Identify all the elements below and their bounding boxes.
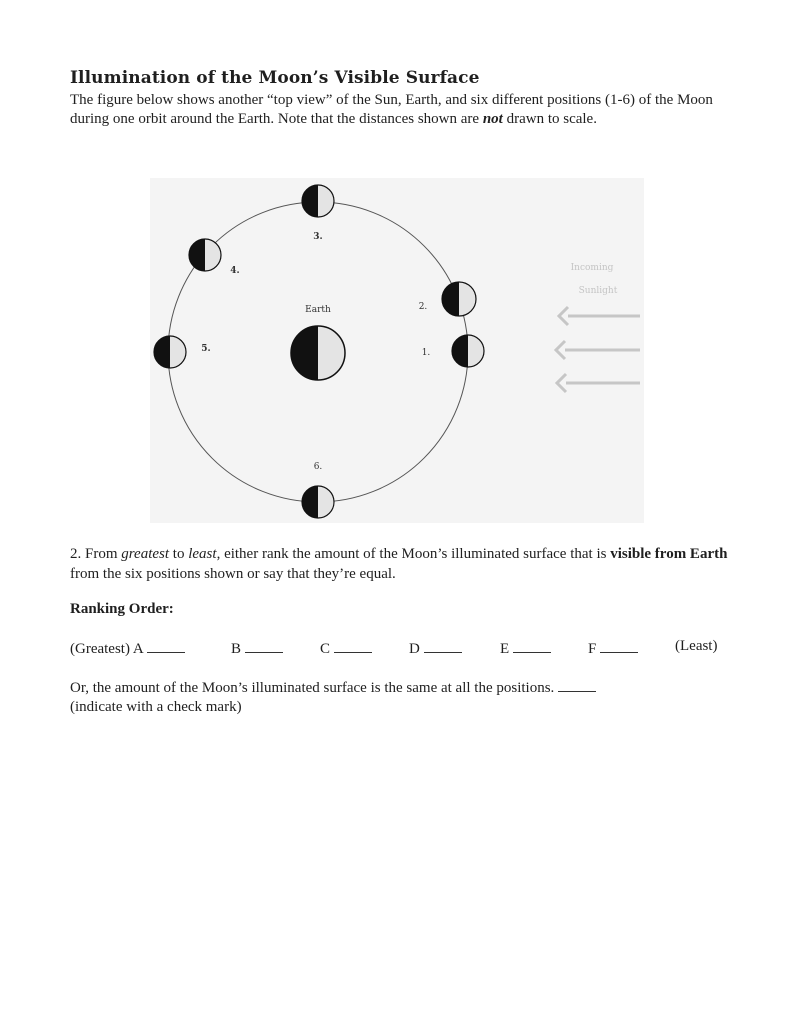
question-text-3: , either rank the amount of the Moon’s illuminated surface that is [216, 546, 611, 562]
sunlight-label-line2: Sunlight [578, 286, 618, 296]
rank-d-label: D [409, 641, 420, 657]
intro-paragraph [70, 91, 730, 128]
ranking-row [70, 638, 722, 658]
ranking-heading: Ranking Order: [70, 601, 174, 617]
rank-f-label: F [588, 641, 597, 657]
question-text-4: from the six positions shown or say that they’re equal. [70, 566, 396, 582]
rank-e-blank[interactable] [513, 638, 551, 653]
rank-a-blank[interactable] [147, 638, 185, 653]
rank-b-blank[interactable] [245, 638, 283, 653]
rank-b-label: B [231, 641, 242, 657]
rank-e [500, 638, 551, 658]
moon-orbit-diagram [150, 178, 644, 523]
moon-position-2 [442, 282, 476, 316]
equal-option [70, 677, 730, 717]
question-least: least [188, 546, 217, 562]
rank-e-label: E [500, 641, 510, 657]
moon-label-5: 5. [201, 344, 211, 354]
rank-c-blank[interactable] [334, 638, 372, 653]
question-2 [70, 544, 730, 584]
moon-label-3: 3. [313, 232, 323, 242]
moon-label-1: 1. [421, 348, 431, 358]
rank-least: (Least) [675, 638, 718, 654]
rank-b [231, 638, 283, 658]
moon-label-6: 6. [313, 462, 323, 472]
moon-position-1 [452, 335, 484, 367]
rank-d [409, 638, 462, 658]
equal-line-1: Or, the amount of the Moon’s illuminated surface is the same at all the positions. [70, 680, 555, 696]
rank-a [70, 638, 185, 658]
intro-emphasis: not [482, 110, 503, 127]
earth [291, 326, 345, 380]
equal-check-blank[interactable] [558, 677, 596, 692]
rank-f-blank[interactable] [600, 638, 638, 653]
equal-line-2: (indicate with a check mark) [70, 699, 242, 715]
moon-label-2: 2. [418, 302, 428, 312]
moon-label-4: 4. [230, 266, 240, 276]
rank-a-label: (Greatest) A [70, 641, 143, 657]
question-text-1: From [85, 546, 122, 562]
question-bold: visible from Earth [610, 546, 728, 562]
moon-position-4 [189, 239, 221, 271]
question-number: 2. [70, 546, 82, 562]
section-title: Illumination of the Moon’s Visible Surface [70, 68, 480, 88]
rank-c-label: C [320, 641, 331, 657]
intro-text-2: drawn to scale. [502, 110, 597, 127]
sunlight-label-line1: Incoming [570, 263, 614, 273]
rank-d-blank[interactable] [424, 638, 462, 653]
rank-f [588, 638, 638, 658]
intro-text-1: The figure below shows another “top view” of the Sun, Earth, and six different positions (1-6) of the Moon during one orbit around the Earth. Note that the distances shown are [70, 92, 713, 127]
moon-position-3 [302, 185, 334, 217]
earth-label: Earth [305, 305, 331, 315]
question-text-2: to [169, 546, 189, 562]
moon-position-6 [302, 486, 334, 518]
question-greatest: greatest [121, 546, 170, 562]
moon-position-5 [154, 336, 186, 368]
rank-c [320, 638, 372, 658]
